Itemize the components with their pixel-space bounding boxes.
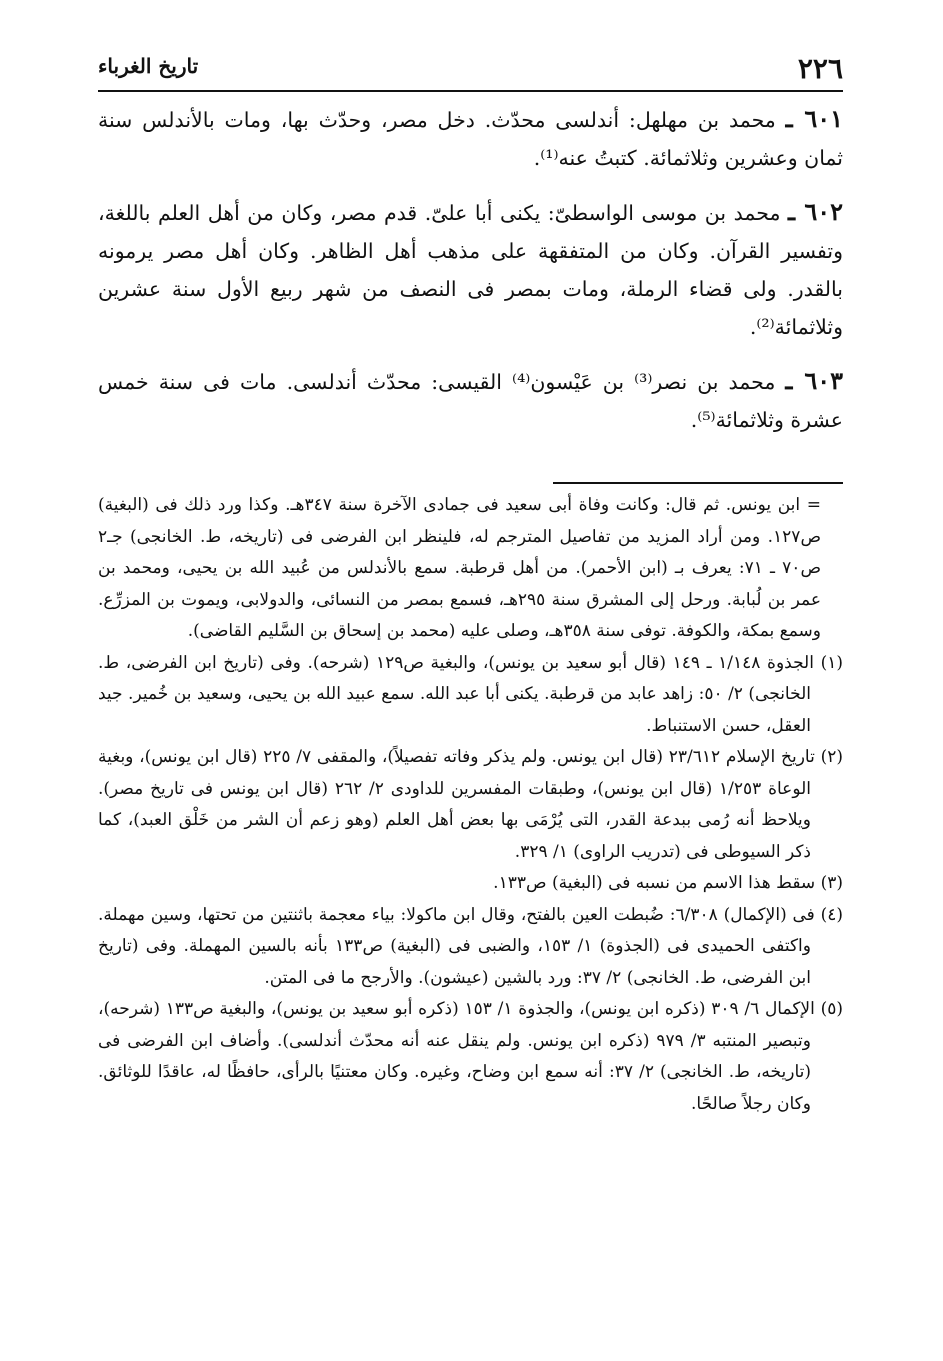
footnote-text: تاريخ الإسلام ٢٣/٦١٢ (قال ابن يونس. ولم يذكر وفاته تفصيلاً)، والمقفى ٧/ ٢٢٥ (قال ابن يونس)، وبغية الوعاة ١/٢٥٣ (قال ابن يونس)، وطبقات المفسرين للداودى ٢/ ٢٦٢ (قال ابن يونس فى تاريخ مصر). ويلاحظ أنه رُمى ببدعة القدر، التى يُرْمَى بها بعض أهل العلم (وهو زعم أن الشر من خَلْق العبد)، كما ذكر السيوطى فى (تدريب الراوى) ١/ ٣٢٩. xyxy=(98,747,815,862)
footnote-mark: (١) xyxy=(820,652,843,673)
entry-603 xyxy=(98,362,843,439)
page-header xyxy=(98,48,843,88)
page-number: ٢٢٦ xyxy=(797,52,843,85)
entry-text: محمد بن نصر⁽³⁾ بن عَيْسون⁽⁴⁾ القيسى: محدّث أندلسى. مات فى سنة خمس عشرة وثلاثمائة⁽⁵⁾. xyxy=(98,370,843,432)
footnote-5 xyxy=(98,994,843,1120)
footnote-text: سقط هذا الاسم من نسبه فى (البغية) ص١٣٣. xyxy=(493,873,816,893)
footnote-mark: (٢) xyxy=(820,747,844,767)
entry-number: ٦٠٣ ـ xyxy=(785,366,844,395)
footnote-mark: (٣) xyxy=(820,873,843,893)
footnote-text: الإكمال ٦/ ٣٠٩ (ذكره ابن يونس)، والجذوة ١/ ١٥٣ (ذكره أبو سعيد بن يونس)، والبغية ص١٣٣ (شرحه)، وتبصير المنتبه ٣/ ٩٧٩ (ذكره ابن يونس. ولم ينقل عنه أنه محدّث أندلسى). وأضاف ابن الفرضى فى (تاريخه، ط. الخانجى) ٢/ ٣٧: أنه سمع ابن وضاح، وغيره. وكان معتنيًا بالرأى، حافظًا له، عاقدًا للوثائق. وكان رجلاً صالحًا. xyxy=(98,999,815,1114)
entry-text: محمد بن مهلهل: أندلسى محدّث. دخل مصر، وحدّث بها، ومات بالأندلس سنة ثمان وعشرين وثلاثمائة. كتبتُ عنه⁽¹⁾. xyxy=(98,108,843,170)
entry-number: ٦٠١ ـ xyxy=(785,104,843,133)
footnote-text: فى (الإكمال) ٦/٣٠٨: ضُبطت العين بالفتح، وقال ابن ماكولا: بياء معجمة باثنتين من تحتها، وسين مهملة. واكتفى الحميدى فى (الجذوة) ١/ ١٥٣، والضبى فى (البغية) ص١٣٣ بأنه بالسين المهملة. وفى (تاريخ ابن الفرضى، ط. الخانجى) ٢/ ٣٧: ورد بالشين (عيشون). والأرجح ما فى المتن. xyxy=(98,904,815,988)
footnote-1 xyxy=(98,648,843,743)
entry-number: ٦٠٢ ـ xyxy=(787,197,843,226)
footnote-mark: (٥) xyxy=(820,999,843,1019)
header-rule xyxy=(98,90,843,92)
entry-601 xyxy=(98,100,843,177)
footnote-separator xyxy=(553,482,843,484)
biography-entries xyxy=(98,100,843,455)
entry-text: محمد بن موسى الواسطىّ: يكنى أبا علىّ. قدم مصر، وكان من أهل العلم باللغة، وتفسير القرآن. وكان من المتفقهة على مذهب أهل الظاهر. وكان أهل مصر يرمونه بالقدر. ولى قضاء الرملة، ومات بمصر فى النصف من شهر ربيع الأول سنة عشرين وثلاثمائة⁽²⁾. xyxy=(98,201,843,339)
footnotes xyxy=(98,490,843,1120)
footnote-mark: (٤) xyxy=(820,904,844,925)
footnote-continuation: = ابن يونس. ثم قال: وكانت وفاة أبى سعيد فى جمادى الآخرة سنة ٣٤٧هـ. وكذا ورد ذلك فى (البغية) ص١٢٧. ومن أراد المزيد من تفاصيل المترجم له، فلينظر ابن الفرضى فى (تاريخه، ط. الخانجى) جـ٢ ص٧٠ ـ ٧١: يعرف بـ (ابن الأحمر). من أهل قرطبة. سمع بالأندلس من عُبيد الله بن يحيى، ومحمد بن عمر بن لُبابة. ورحل إلى المشرق سنة ٢٩٥هـ، فسمع بمصر من النسائى، والدولابى، ويموت بن المزرِّع. وسمع بمكة، والكوفة. توفى سنة ٣٥٨هـ، وصلى عليه (محمد بن إسحاق بن السَّليم القاضى). xyxy=(98,495,822,641)
running-title: تاريخ الغرباء xyxy=(98,54,199,78)
entry-602 xyxy=(98,193,843,346)
footnote-2 xyxy=(98,742,843,868)
footnote-4 xyxy=(98,900,843,995)
footnote-3 xyxy=(98,868,843,900)
footnote-text: الجذوة ١/١٤٨ ـ ١٤٩ (قال أبو سعيد بن يونس)، والبغية ص١٢٩ (شرحه). وفى (تاريخ ابن الفرضى، ط. الخانجى) ٢/ ٥٠: زاهد عابد من قرطبة. يكنى أبا عبد الله. سمع عبيد الله بن يحيى، وسعيد بن خُمير. جيد العقل، حسن الاستنباط. xyxy=(98,652,814,736)
